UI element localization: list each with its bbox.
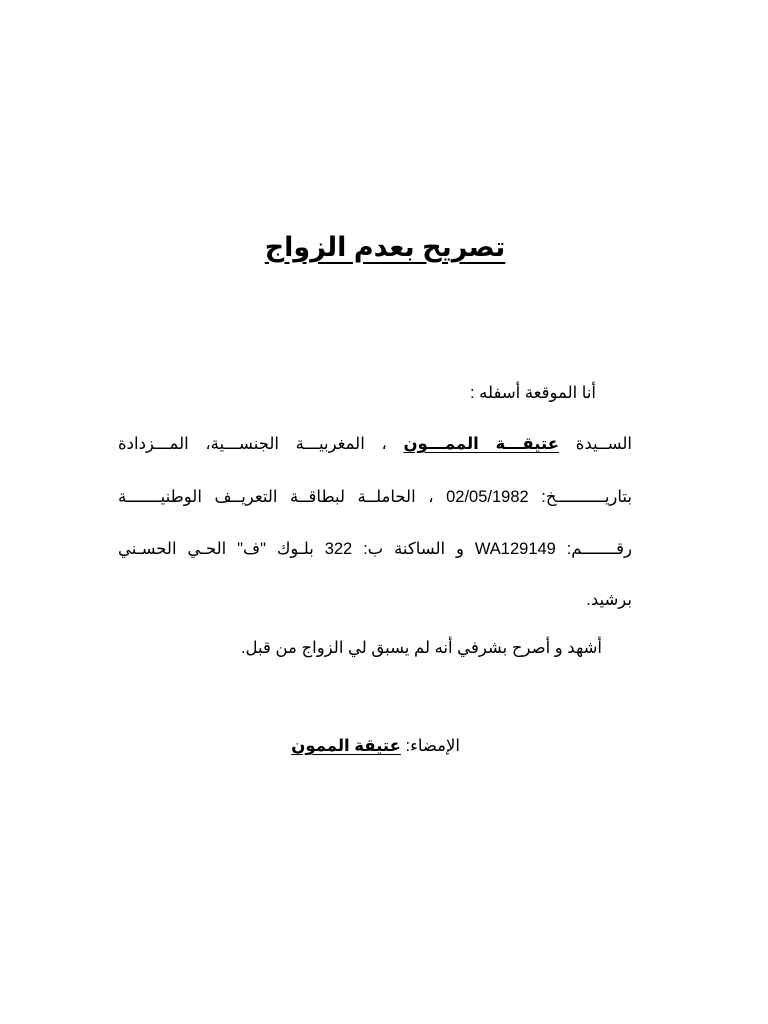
city-line: برشيد. xyxy=(586,591,632,609)
birth-date-line: بتاريــــــــــخ: 02/05/1982 ، الحاملــة لبطاقــة التعريــف الوطنيـــــــة xyxy=(118,488,632,506)
identity-suffix: ، المغربيـــة الجنســـية، المـــزدادة xyxy=(118,435,387,453)
document-title-text: تصريح بعدم الزواج xyxy=(264,232,506,262)
declarant-name: عتيقـــة الممـــون xyxy=(403,435,560,453)
declaration-line: أشهد و أصرح بشرفي أنه لم يسبق لي الزواج من قبل. xyxy=(240,639,602,657)
identity-line xyxy=(118,434,632,454)
signature-label: الإمضاء: xyxy=(405,737,460,755)
identity-prefix: الســيدة xyxy=(575,435,632,453)
id-address-line: رقـــــــم: WA129149 و الساكنة ب: 322 بلـوك "ف" الحـي الحسـني xyxy=(118,540,632,558)
signature-name: عتيقة الممون xyxy=(291,737,401,755)
document-title xyxy=(150,232,620,263)
intro-line: أنا الموقعة أسفله : xyxy=(470,384,596,402)
signature-block xyxy=(200,736,460,756)
